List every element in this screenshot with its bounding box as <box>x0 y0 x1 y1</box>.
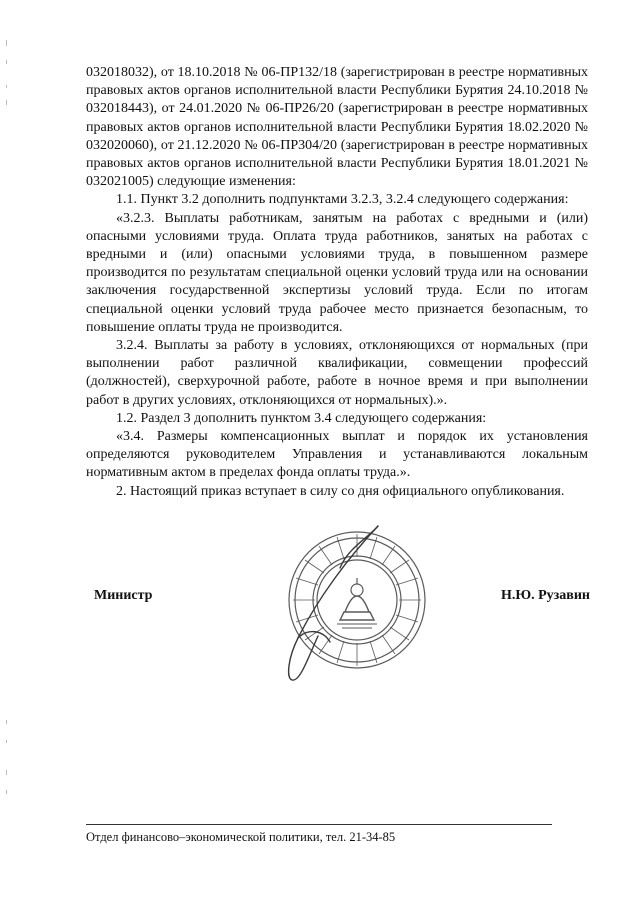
paragraph-item-1-1: 1.1. Пункт 3.2 дополнить подпунктами 3.2.3, 3.2.4 следующего содержания: <box>116 192 569 208</box>
margin-scan-marks <box>4 40 10 800</box>
paragraph-changes-intro: 032018032), от 18.10.2018 № 06-ПР132/18 (зарегистрирован в реестре нормативных правовых актов органов исполнительной власти Республики Бурятия 24.10.2018 № 032018443), от 24.01.2020 № 06-ПР26/20 (зарегистрирован в реестре нормативных правовых актов органов исполнительной власти Республики Бурятия 18.02.2020 № 032020060), от 21.12.2020 № 06-ПР304/20 (зарегистрирован в реестре нормативных правовых актов органов исполнительной власти Республики Бурятия 18.01.2021 № 032021005) следующие изменения: <box>86 65 588 190</box>
paragraph-item-3-4: «3.4. Размеры компенсационных выплат и порядок их установления определяются руководителем Управления и устанавливаются локальным нормативным актом в пределах фонда оплаты труда.». <box>86 429 588 481</box>
paragraph-item-2: 2. Настоящий приказ вступает в силу со дня официального опубликования. <box>116 483 565 499</box>
signature-row <box>94 588 590 610</box>
footer-divider <box>86 824 552 825</box>
paragraph-item-1-2: 1.2. Раздел 3 дополнить пунктом 3.4 следующего содержания: <box>116 410 487 426</box>
footer-contact: Отдел финансово–экономической политики, тел. 21-34-85 <box>86 830 396 844</box>
paragraph-item-3-2-3: «3.2.3. Выплаты работникам, занятым на работах с вредными и (или) опасными условиями труда. Оплата труда работников, занятых на работах с вредными и (или) опасными условиями труда, в повышенном размере производится по результатам специальной оценки условий труда или на основании заключения государственной экспертизы условий труда. Если по итогам специальной оценки условий труда рабочее место признается безопасным, то повышение оплаты труда не производится. <box>86 210 588 335</box>
signatory-position: Министр <box>94 588 153 603</box>
paragraph-item-3-2-4: 3.2.4. Выплаты за работу в условиях, отклоняющихся от нормальных (при выполнении работ различной квалификации, совмещении профессий (должностей), сверхурочной работе, работе в ночное время и при выполнении работ в других условиях, отклоняющихся от нормальных).». <box>86 338 588 408</box>
document-body <box>86 64 588 501</box>
signatory-name: Н.Ю. Рузавин <box>500 588 590 603</box>
